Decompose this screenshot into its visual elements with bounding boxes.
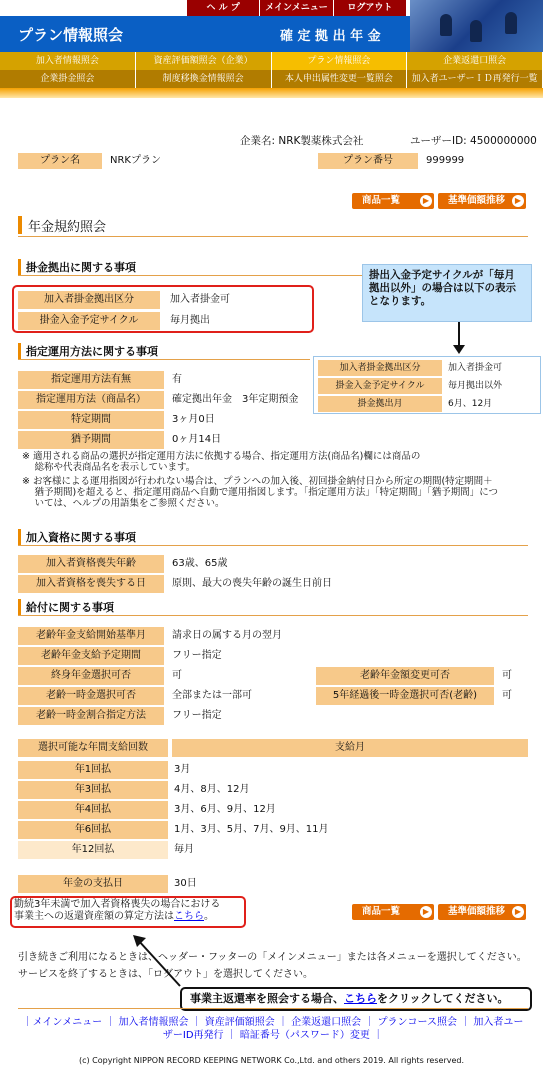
- note-line: 総称や代表商品名を表示しています。: [22, 462, 196, 473]
- price-history-button[interactable]: 基準価額推移 ▶: [438, 193, 526, 209]
- row-value: 毎月: [174, 844, 194, 855]
- product-list-button[interactable]: 商品一覧 ▶: [352, 193, 434, 209]
- table-row: [18, 761, 528, 779]
- nav-transfer[interactable]: 制度移換金情報照会: [136, 70, 272, 88]
- plan-name: NRKプラン: [110, 155, 161, 166]
- table-row: [18, 781, 528, 799]
- row-label: 年12回払: [18, 841, 168, 859]
- row-value: 原則、最大の喪失年齢の誕生日前日: [172, 578, 332, 589]
- row-label: 加入者資格を喪失する日: [18, 575, 164, 593]
- example-label: 掛金拠出月: [318, 396, 442, 412]
- pay-header-month: 支給月: [172, 739, 528, 757]
- row-value: 1月、3月、5月、7月、9月、11月: [174, 824, 329, 835]
- app-subtitle: 確 定 拠 出 年 金: [280, 29, 381, 44]
- note-line: 猶予期間)を超えると、指定運用商品へ自動で運用指図します。「指定運用方法」「特定期間」「猶予期間」につ: [22, 487, 499, 498]
- nav-contribution[interactable]: 企業掛金照会: [0, 70, 136, 88]
- header-photo: [410, 0, 543, 52]
- product-list-button-bottom[interactable]: 商品一覧 ▶: [352, 904, 434, 920]
- row-value: 有: [172, 374, 182, 385]
- section-rule: [18, 545, 528, 546]
- table-row: [18, 627, 528, 645]
- footer-rule: [18, 1008, 528, 1009]
- example-value: 毎月拠出以外: [448, 381, 503, 391]
- table-row: [18, 667, 528, 685]
- app-title: プラン情報照会: [18, 26, 124, 44]
- row-value: 3月: [174, 764, 191, 775]
- highlight-box: [10, 896, 246, 928]
- footer-links[interactable]: ｜メインメニュー ｜ 加入者情報照会 ｜ 資産評価額照会 ｜ 企業返還口照会 ｜ プランコース照会 ｜ 加入者ユーザーID再発行 ｜ 暗証番号（パスワード）変更 ｜: [22, 1017, 524, 1041]
- row-value: 可: [502, 690, 512, 701]
- table-row: [18, 411, 528, 429]
- refund-note: 勤続3年未満で加入者資格喪失の場合における 事業主への返還資産額の算定方法はこちら。: [14, 899, 221, 922]
- top-links: [186, 0, 406, 16]
- row-label: 加入者資格喪失年齢: [18, 555, 164, 573]
- example-value: 6月、12月: [448, 399, 493, 409]
- row-label: 老齢一時金割合指定方法: [18, 707, 164, 725]
- row-label: 特定期間: [18, 411, 164, 429]
- table-row: [18, 391, 528, 409]
- table-row: [18, 821, 528, 839]
- plan-name-label: プラン名: [18, 153, 102, 169]
- note-line: いては、ヘルプの用語集をご参照ください。: [22, 498, 225, 509]
- row-label: 掛金入金予定サイクル: [18, 312, 160, 330]
- page-title: 年金規約照会: [18, 216, 106, 234]
- nav-row-2: [0, 70, 543, 88]
- section-default-method-title: 指定運用方法に関する事項: [18, 343, 158, 359]
- row-value: 0ヶ月14日: [172, 434, 222, 445]
- row-label: 5年経過後一時金選択可否(老齢): [316, 687, 494, 705]
- refund-method-link[interactable]: こちら: [174, 911, 204, 922]
- bottom-instructions: 引き続きご利用になるときは、ヘッダー・フッターの「メインメニュー」または各メニューを選択してください。 サービスを終了するときは、「ログアウト」を選択してください。: [18, 952, 527, 980]
- help-link[interactable]: ヘ ル プ: [186, 0, 259, 16]
- row-value: 毎月拠出: [170, 315, 210, 326]
- plan-no-label: プラン番号: [318, 153, 418, 169]
- table-row: [18, 801, 528, 819]
- table-row: [18, 431, 528, 449]
- row-value: 4月、8月、12月: [174, 784, 250, 795]
- row-value: 63歳、65歳: [172, 558, 228, 569]
- row-value: 確定拠出年金 3年定期預金: [172, 394, 299, 405]
- bubble-link[interactable]: こちら: [344, 992, 377, 1005]
- table-row: [18, 875, 528, 893]
- plan-no: 999999: [426, 155, 465, 166]
- instruction-bubble: 事業主返還率を照会する場合、こちらをクリックしてください。: [180, 987, 532, 1011]
- row-value: 3月、6月、9月、12月: [174, 804, 276, 815]
- table-row: [18, 371, 528, 389]
- section-eligibility-title: 加入資格に関する事項: [18, 529, 136, 545]
- row-value: 30日: [174, 878, 197, 889]
- main-menu-link[interactable]: メインメニュー: [259, 0, 332, 16]
- logout-link[interactable]: ログアウト: [333, 0, 406, 16]
- row-value: 可: [172, 670, 182, 681]
- nav-plan-info[interactable]: プラン情報照会: [272, 52, 408, 70]
- nav-asset-eval[interactable]: 資産評価額照会（企業）: [136, 52, 272, 70]
- section-contribution-title: 掛金拠出に関する事項: [18, 259, 136, 275]
- row-value: 請求日の属する月の翌月: [172, 630, 282, 641]
- row-label: 老齢年金額変更可否: [316, 667, 494, 685]
- row-label: 老齢年金支給予定期間: [18, 647, 164, 665]
- pay-header-count: 選択可能な年間支給回数: [18, 739, 168, 757]
- row-value: 全部または一部可: [172, 690, 252, 701]
- row-value: 3ヶ月0日: [172, 414, 215, 425]
- nav-refund[interactable]: 企業返還口照会: [407, 52, 543, 70]
- section-rule: [18, 615, 528, 616]
- table-row: [18, 841, 528, 859]
- arrow-down-icon: [453, 345, 465, 354]
- row-label: 指定運用方法有無: [18, 371, 164, 389]
- copyright: (c) Copyright NIPPON RECORD KEEPING NETWORK Co.,Ltd. and others 2019. All rights reserved.: [78, 1056, 465, 1065]
- plan-row: [18, 153, 528, 169]
- nav-userid-reissue[interactable]: 加入者ユーザーＩＤ再発行一覧: [407, 70, 543, 88]
- row-label: 老齢一時金選択可否: [18, 687, 164, 705]
- table-row: [18, 575, 528, 593]
- section-benefit-title: 給付に関する事項: [18, 599, 114, 615]
- price-history-button-bottom[interactable]: 基準価額推移 ▶: [438, 904, 526, 920]
- section-rule: [18, 359, 310, 360]
- row-value: 可: [502, 670, 512, 681]
- row-label: 年金の支払日: [18, 875, 168, 893]
- row-label: 終身年金選択可否: [18, 667, 164, 685]
- nav-member-info[interactable]: 加入者情報照会: [0, 52, 136, 70]
- callout-note: 掛出入金予定サイクルが「毎月拠出以外」の場合は以下の表示となります。: [362, 264, 532, 322]
- table-row: [18, 707, 528, 725]
- example-value: 加入者掛金可: [448, 363, 503, 373]
- example-label: 加入者掛金拠出区分: [318, 360, 442, 376]
- row-label: 指定運用方法（商品名）: [18, 391, 164, 409]
- company-name: 企業名: NRK製薬株式会社: [240, 135, 364, 147]
- table-row: [18, 687, 528, 705]
- row-label: 年4回払: [18, 801, 168, 819]
- row-label: 年3回払: [18, 781, 168, 799]
- row-label: 老齢年金支給開始基準月: [18, 627, 164, 645]
- table-row: [18, 555, 528, 573]
- nav-attr-change[interactable]: 本人申出属性変更一覧照会: [272, 70, 408, 88]
- row-value: フリー指定: [172, 710, 222, 721]
- row-label: 年6回払: [18, 821, 168, 839]
- row-label: 加入者掛金拠出区分: [18, 291, 160, 309]
- highlight-box: [12, 285, 314, 333]
- note-line: ※ お客様による運用指図が行われない場合は、プランへの加入後、初回掛金納付日から所定の期間(特定期間＋: [22, 476, 493, 487]
- row-label: 年1回払: [18, 761, 168, 779]
- title-rule: [18, 236, 528, 237]
- note-line: ※ 適用される商品の選択が指定運用方法に依拠する場合、指定運用方法(商品名)欄には商品の: [22, 451, 421, 462]
- row-value: 加入者掛金可: [170, 294, 230, 305]
- table-row: [18, 647, 528, 665]
- orange-bar: [0, 88, 543, 98]
- nav-row-1: [0, 52, 543, 70]
- row-label: 猶予期間: [18, 431, 164, 449]
- example-label: 掛金入金予定サイクル: [318, 378, 442, 394]
- row-value: フリー指定: [172, 650, 222, 661]
- user-id: ユーザーID: 4500000000: [410, 135, 537, 147]
